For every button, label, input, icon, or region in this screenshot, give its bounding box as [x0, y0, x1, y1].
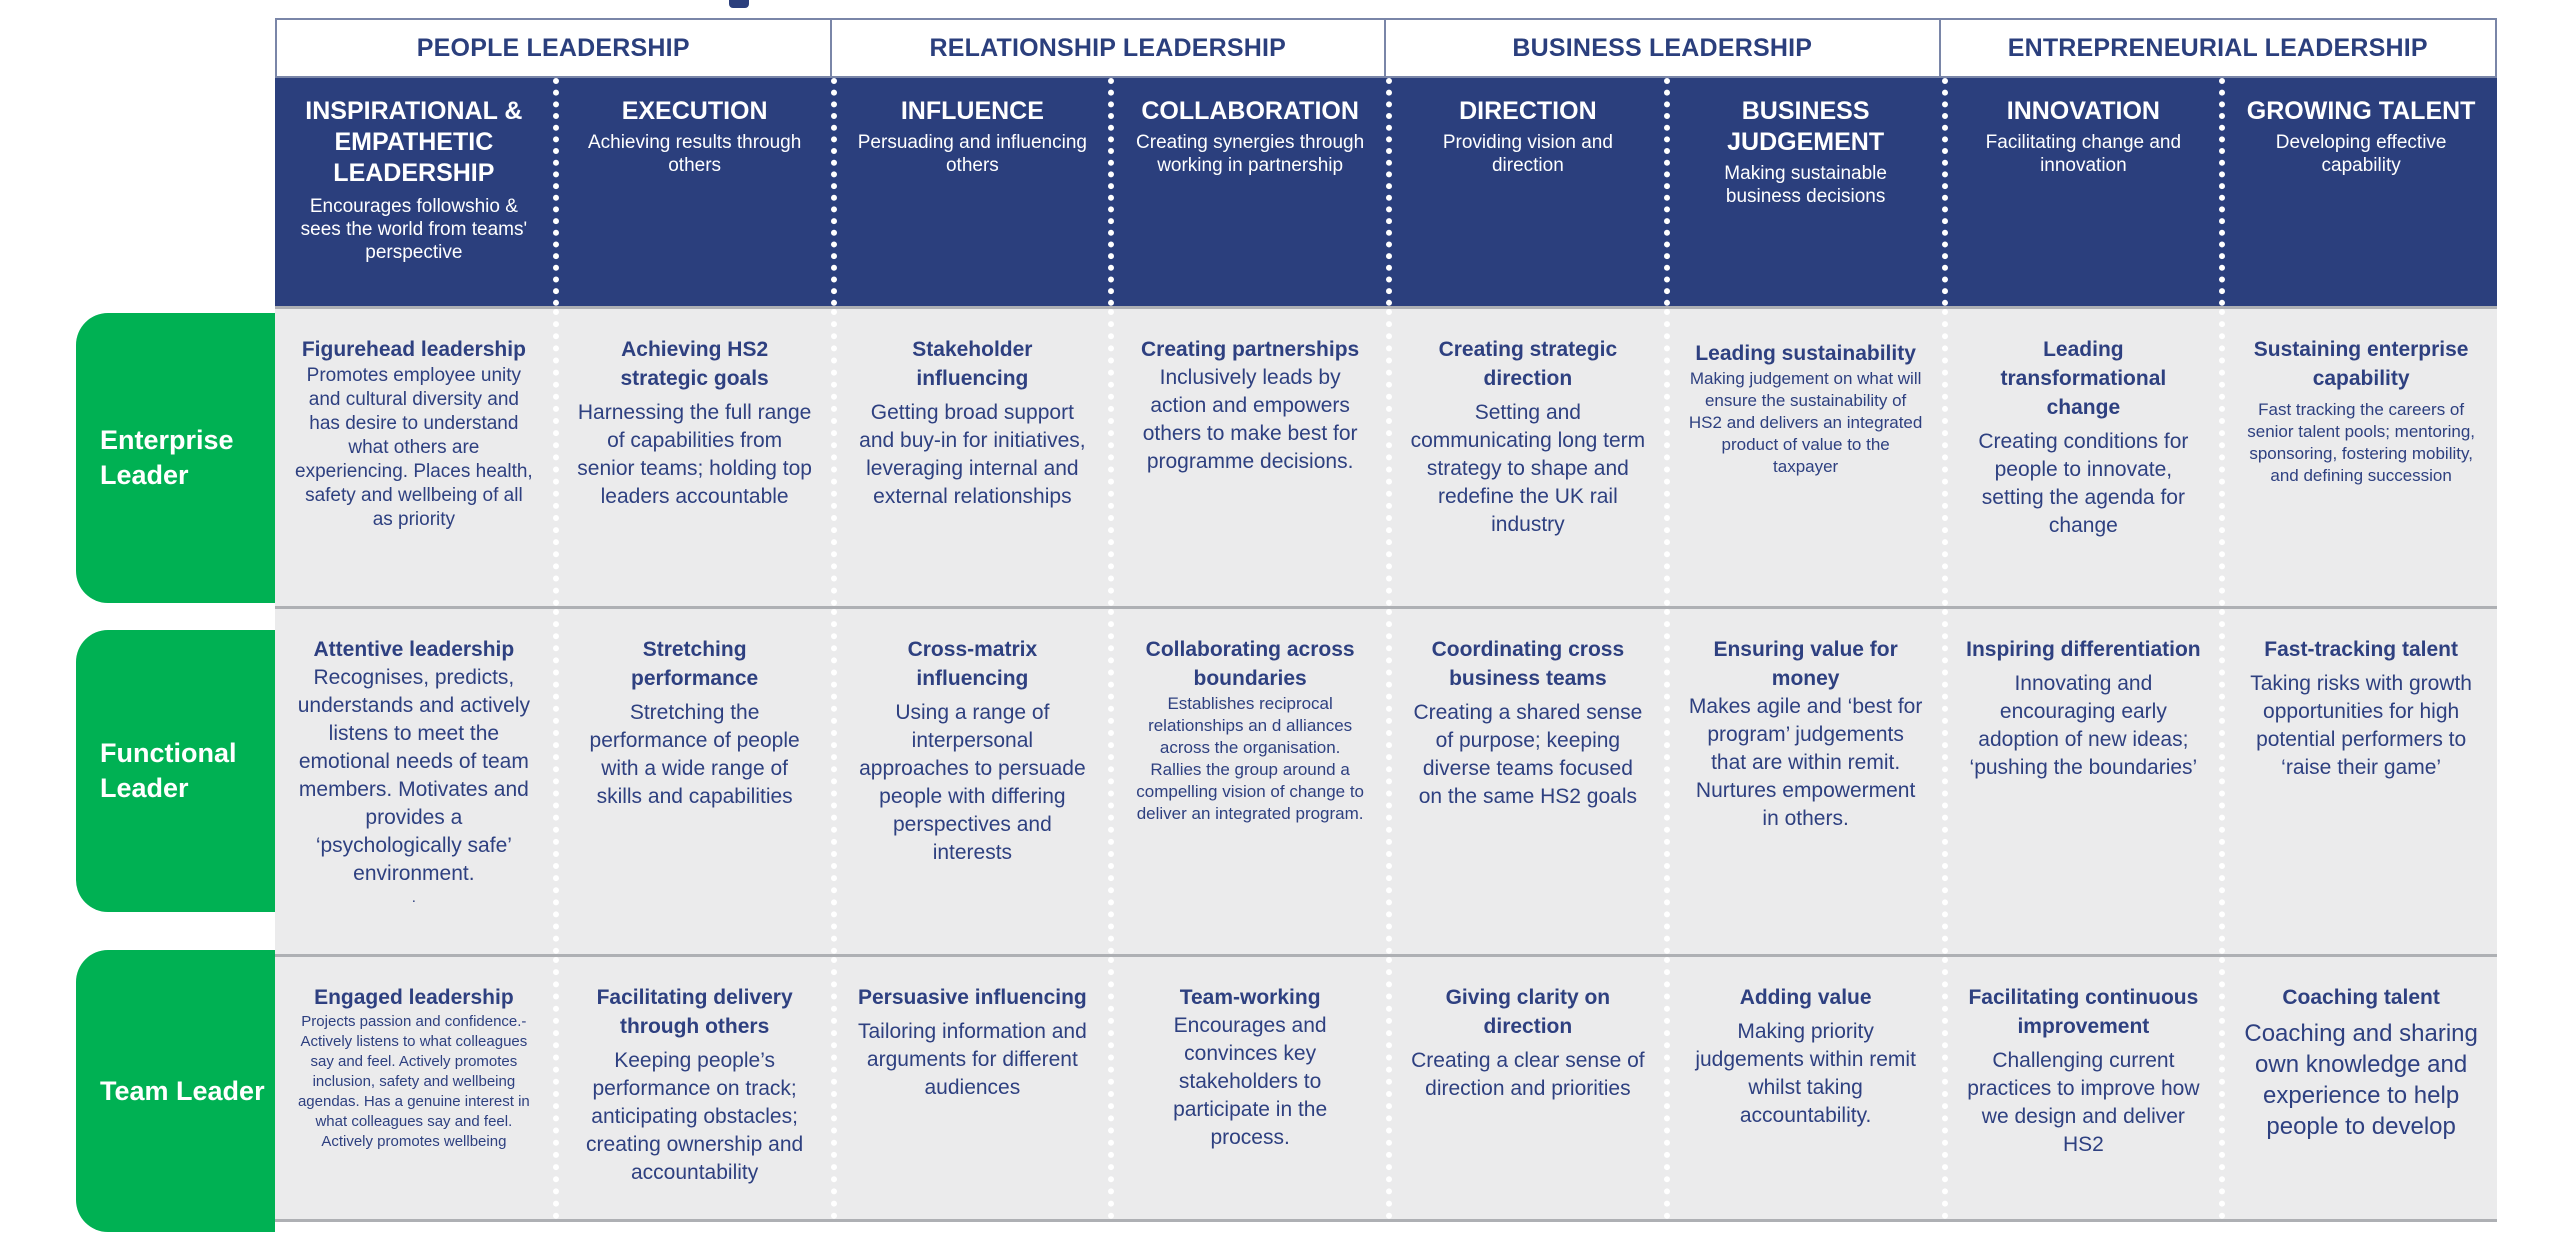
row-label-line: Leader: [100, 460, 189, 490]
column-header-bar: [275, 78, 2497, 306]
competency-title: Stakeholder influencing: [912, 338, 1033, 390]
column-header: [553, 78, 831, 306]
competency-description: Innovating and encouraging early adoption of new ideas; ‘pushing the boundaries’: [1969, 672, 2198, 779]
competency-description: Setting and communicating long term strategy to shape and redefine the UK rail industry: [1410, 401, 1646, 536]
competency-cell: [2219, 609, 2497, 954]
competency-description: Fast tracking the careers of senior talent pools; mentoring, sponsoring, fostering mobility, and defining succession: [2247, 400, 2475, 485]
competency-cell: [1942, 957, 2220, 1219]
competency-title: Persuasive influencing: [858, 986, 1087, 1009]
competency-title: Collaborating across boundaries: [1145, 638, 1355, 690]
row-functional-leader: [275, 606, 2497, 954]
column-title: EXECUTION: [621, 97, 768, 125]
column-header: [1942, 78, 2220, 306]
competency-title: Coaching talent: [2282, 986, 2440, 1009]
competency-cell: [1108, 957, 1386, 1219]
column-header: [1386, 78, 1664, 306]
group-header-people: PEOPLE LEADERSHIP: [277, 20, 832, 76]
competency-description: Coaching and sharing own knowledge and experience to help people to develop: [2244, 1020, 2478, 1140]
column-subtitle: Making sustainable business decisions: [1724, 163, 1887, 207]
competency-description: Makes agile and ‘best for program’ judgements that are within remit. Nurtures empowerment in others.: [1688, 695, 1923, 830]
group-header-entrepreneurial: ENTREPRENEURIAL LEADERSHIP: [2007, 33, 2428, 62]
competency-cell: [1386, 309, 1664, 606]
competency-title: Creating strategic direction: [1438, 338, 1618, 390]
row-team-leader: [275, 954, 2497, 1222]
row-label-line: Functional: [100, 738, 237, 768]
competency-cell: [1942, 309, 2220, 606]
competency-cell: [1664, 309, 1942, 606]
title-fragment: [729, 0, 749, 8]
competency-title: Stretching performance: [631, 638, 759, 690]
competency-title: Coordinating cross business teams: [1431, 638, 1625, 690]
competency-title: Fast-tracking talent: [2264, 638, 2458, 661]
competency-title: Facilitating delivery through others: [596, 986, 793, 1038]
competency-cell: [831, 957, 1109, 1219]
column-subtitle: Facilitating change and innovation: [1985, 132, 2182, 176]
competency-title: Sustaining enterprise capability: [2253, 338, 2469, 390]
competency-cell: [1664, 609, 1942, 954]
row-label-line: Team Leader: [100, 1075, 265, 1106]
competency-cell: [553, 309, 831, 606]
competency-title: Attentive leadership: [313, 638, 515, 661]
column-title: INSPIRATIONAL & EMPATHETIC LEADERSHIP: [305, 97, 523, 187]
competency-description: Making judgement on what will ensure the sustainability of HS2 and delivers an integrated product of value to the taxpayer: [1688, 369, 1923, 476]
competency-description: Keeping people’s performance on track; anticipating obstacles; creating ownership and accountability: [586, 1049, 804, 1184]
competency-description: Using a range of interpersonal approaches to persuade people with differing perspectives and interests: [859, 701, 1086, 864]
column-subtitle: Creating synergies through working in partnership: [1136, 132, 1365, 176]
column-title: INFLUENCE: [900, 97, 1044, 125]
competency-cell: [2219, 309, 2497, 606]
competency-cell: [1942, 609, 2220, 954]
row-label-line: Enterprise: [100, 425, 234, 455]
group-header-business: BUSINESS LEADERSHIP: [1386, 20, 1941, 76]
competency-cell: [275, 309, 553, 606]
competency-description: Taking risks with growth opportunities for high potential performers to ‘raise their game’: [2250, 672, 2472, 779]
group-header-bar: [275, 18, 2497, 78]
competency-title: Leading sustainability: [1695, 342, 1916, 365]
column-title: INNOVATION: [2006, 97, 2160, 125]
competency-cell: [1386, 609, 1664, 954]
column-title: GROWING TALENT: [2246, 97, 2476, 125]
competency-cell: [275, 609, 553, 954]
column-title: COLLABORATION: [1141, 97, 1359, 125]
competency-title: Giving clarity on direction: [1445, 986, 1611, 1038]
competency-description: Creating a clear sense of direction and priorities: [1411, 1049, 1645, 1100]
competency-cell: [2219, 957, 2497, 1219]
competency-cell: [1108, 309, 1386, 606]
competency-cell: [831, 309, 1109, 606]
row-label-functional-leader: [76, 630, 275, 912]
competency-description: Tailoring information and arguments for different audiences: [857, 1020, 1087, 1099]
column-title: DIRECTION: [1459, 97, 1597, 125]
competency-title: Inspiring differentiation: [1966, 638, 2201, 661]
competency-title: Creating partnerships: [1141, 338, 1360, 361]
competency-title: Cross-matrix influencing: [907, 638, 1038, 690]
column-subtitle: Providing vision and direction: [1442, 132, 1613, 176]
competency-description: Promotes employee unity and cultural diversity and has desire to understand what others are experiencing. Places health, safety and wellbeing of all as priority: [295, 365, 533, 530]
competency-description: Making priority judgements within remit whilst taking accountability.: [1695, 1020, 1916, 1127]
row-label-enterprise-leader: [76, 313, 275, 603]
competency-title: Engaged leadership: [314, 986, 514, 1009]
competency-cell: [1664, 957, 1942, 1219]
competency-description: Harnessing the full range of capabilities from senior teams; holding top leaders accountable: [577, 401, 812, 508]
competency-description: Creating a shared sense of purpose; keeping diverse teams focused on the same HS2 goals: [1413, 701, 1643, 808]
competency-title: Achieving HS2 strategic goals: [620, 338, 769, 390]
competency-title: Ensuring value for money: [1713, 638, 1898, 690]
column-title: BUSINESS JUDGEMENT: [1727, 97, 1885, 156]
column-header: [831, 78, 1109, 306]
row-enterprise-leader: [275, 306, 2497, 606]
column-header: [1664, 78, 1942, 306]
competency-cell: [1386, 957, 1664, 1219]
competency-title: Leading transformational change: [2000, 338, 2167, 419]
competency-title: Figurehead leadership: [301, 338, 526, 361]
column-subtitle: Developing effective capability: [2275, 132, 2447, 176]
competency-description: Inclusively leads by action and empowers others to make best for programme decisions.: [1142, 366, 1358, 473]
competency-cell: [831, 609, 1109, 954]
competency-cell: [275, 957, 553, 1219]
competency-description-extra: .: [411, 889, 416, 906]
competency-description: Encourages and convinces key stakeholders to participate in the process.: [1173, 1014, 1328, 1149]
competency-cell: [1108, 609, 1386, 954]
competency-title: Facilitating continuous improvement: [1968, 986, 2199, 1038]
row-label-line: Leader: [100, 773, 189, 803]
group-header-relationship: RELATIONSHIP LEADERSHIP: [832, 20, 1387, 76]
competency-description: Stretching the performance of people with a wide range of skills and capabilities: [589, 701, 800, 808]
competency-cell: [553, 957, 831, 1219]
column-header: [2219, 78, 2497, 306]
column-header: [275, 78, 553, 306]
column-subtitle: Achieving results through others: [587, 132, 802, 176]
competency-description: Establishes reciprocal relationships an d alliances across the organisation. Rallies the group around a compelling vision of change to deliver an integrated program.: [1136, 694, 1364, 823]
competency-title: Adding value: [1739, 986, 1872, 1009]
competency-title: Team-working: [1179, 986, 1321, 1009]
column-subtitle: Encourages followshio & sees the world from teams' perspective: [300, 196, 528, 263]
competency-cell: [553, 609, 831, 954]
column-header: [1108, 78, 1386, 306]
competency-description: Getting broad support and buy-in for initiatives, leveraging internal and external relationships: [859, 401, 1086, 508]
competency-description: Projects passion and confidence.-Actively listens to what colleagues say and feel. Actively promotes inclusion, safety and wellbeing agendas. Has a genuine interest in what colleagues say and feel. Actively promotes wellbeing: [297, 1013, 530, 1150]
competency-description: Challenging current practices to improve how we design and deliver HS2: [1967, 1049, 2200, 1156]
column-subtitle: Persuading and influencing others: [857, 132, 1087, 176]
competency-description: Recognises, predicts, understands and actively listens to meet the emotional needs of team members. Motivates and provides a ‘psychologically safe’ environment.: [297, 666, 531, 885]
row-label-team-leader: [76, 950, 275, 1232]
competency-description: Creating conditions for people to innovate, setting the agenda for change: [1978, 430, 2189, 537]
